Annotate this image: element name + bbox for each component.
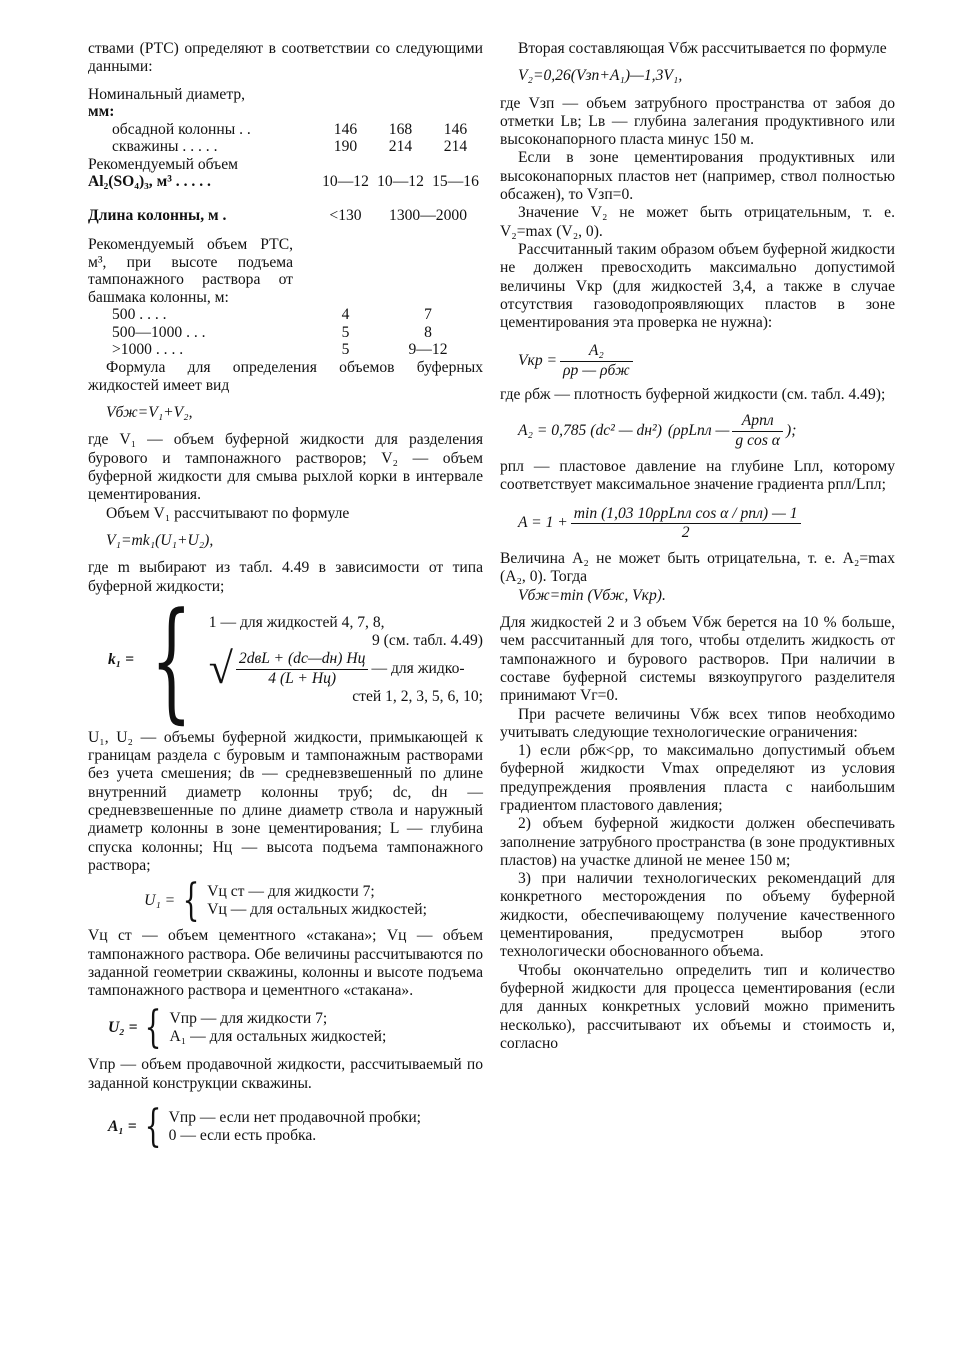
brace-icon: { [182, 875, 200, 927]
eq-k1 [88, 583, 483, 736]
k1-frac [236, 650, 369, 688]
spec-cell: <130 [329, 206, 362, 224]
eq-v2: V₂=0,26(Vзп+A₁)—1,3V₁, [518, 67, 683, 85]
eq-vkr [518, 342, 895, 380]
k1-case1b: 9 (см. табл. 4.49) [371, 631, 483, 649]
eq-u2 [108, 1002, 483, 1054]
k1-den: 4 (L + Hц) [268, 669, 337, 687]
spec-cell: 190 [333, 138, 358, 156]
spec-cell: 10—12 [322, 173, 369, 191]
a-lhs: A = 1 + [518, 514, 568, 532]
restriction-1: 1) если ρбж<ρр, то максимально допустимый объем буферной жидкости Vmax определяют из условия предупреждения проявления пласта с наибольшим градиентом пластового давления; [500, 742, 895, 814]
a1-line2: 0 — если есть пробка. [168, 1127, 317, 1145]
vcst-definition: Vц ст — объем цементного «стакана»; Vц — объем тампонажного раствора. Обе величины рассчитываются по заданной геометрии скважины, колонны и высоте подъема тампонажного раствора и цементного «стакана». [88, 927, 483, 1000]
eq-a [518, 505, 895, 543]
eq-a2 [518, 412, 895, 450]
where-m: где m выбирают из табл. 4.49 в зависимости от типа буферной жидкости; [88, 559, 483, 595]
eq-min: Vбж=min (Vбж, Vкр). [518, 586, 666, 604]
rho-definition: где ρбж — плотность буферной жидкости (см. табл. 4.49); [500, 386, 886, 404]
spec-cell: 10—12 [377, 173, 424, 191]
left-column [88, 40, 483, 1153]
eq-v1: V₁=mk₁(U₁+U₂), [106, 531, 214, 549]
final-paragraph: Чтобы окончательно определить тип и количество буферной жидкости для процесса цементирования (если для данных конкретных условий можно применить несколько), рассчитывают их объемы и стоимость и, согласно [500, 961, 895, 1052]
spec-row-h: 500 . . . . [112, 306, 167, 324]
spec-row-h: >1000 . . . . [112, 341, 184, 359]
spec-cell: 8 [424, 323, 432, 341]
spec-cell: 15—16 [432, 173, 479, 191]
spec-cell: 146 [333, 120, 358, 138]
u1-line2: Vц — для остальных жидкостей; [207, 901, 427, 919]
where-v1-v2: где V₁ — объем буферной жидкости для разделения бурового и тампонажного растворов; V₂ — объем буферной жидкости для смыва рыхлой корки в интервале цементирования. [88, 431, 483, 504]
brace-icon: { [144, 1101, 162, 1153]
a2-nonneg-paragraph: Величина A₂ не может быть отрицательна, т. е. A₂=max (A₂, 0). Тогда [500, 550, 895, 586]
a2-lhs: A₂ = 0,785 (dс² — dн²) [518, 421, 662, 439]
brace-icon: { [145, 1002, 162, 1054]
a-den: 2 [681, 523, 690, 541]
spec-cell: 5 [341, 323, 350, 341]
spec-cell: 1300—2000 [389, 206, 467, 224]
spec-length-label: Длина колонны, м . [88, 206, 227, 224]
a2-den: g cos α [735, 431, 780, 449]
liquids-2-3-paragraph: Для жидкостей 2 и 3 объем Vбж берется на 10 % больше, чем рассчитанный для того, чтобы отделить жидкость от тампонажного и бурового растворов. При наличии в составе буферной системы вязкоупругого разделителя принимают Vг=0. [500, 614, 895, 705]
spec-table [88, 86, 483, 359]
u1-lhs: U₁ = [144, 892, 176, 910]
v2-nonneg-paragraph: Значение V₂ не может быть отрицательным, т. е. V₂=max (V₂, 0). [500, 204, 895, 240]
max-volume-paragraph: Рассчитанный таким образом объем буферной жидкости не должен превосходить максимально допустимой величины Vкр (для жидкостей 3,4, а также в случае отсутствия газоводопроявляющих пластов в зоне цементирования эта проверка не нужна): [500, 240, 895, 332]
a-frac [571, 505, 801, 543]
vkr-den: ρр — ρбж [563, 361, 630, 379]
spec-cell: 168 [388, 120, 413, 138]
spec-cell: 9—12 [408, 341, 448, 359]
second-component-intro: Вторая составляющая Vбж рассчитывается по формуле [518, 40, 887, 57]
k1-lhs: k₁ = [108, 650, 135, 668]
a1-lhs: A₁ = [108, 1117, 137, 1135]
spec-cell: 5 [341, 341, 350, 359]
spec-rts-label: Рекомендуемый объем РТС, м³, при высоте подъема тампонажного раствора от башмака колонны, м: [88, 236, 293, 306]
sqrt-icon: √ [208, 643, 233, 693]
a1-line1: Vпр — если нет продавочной пробки; [168, 1108, 422, 1126]
spec-nom-diam: Номинальный диаметр, [88, 85, 246, 103]
spec-cell: 214 [388, 138, 413, 156]
k1-case2: — для жидко- [371, 659, 465, 677]
eq-vbzh: Vбж=V₁+V₂, [106, 404, 193, 422]
k1-case2b: стей 1, 2, 3, 5, 6, 10; [352, 687, 483, 705]
if-none-paragraph: Если в зоне цементирования продуктивных или высоконапорных пластов нет (например, ствол полностью обсажен), то Vзп=0. [500, 149, 895, 204]
a2-mid: (ρрLпл — [667, 421, 730, 439]
u2-line1: Vпр — для жидкости 7; [169, 1010, 328, 1028]
vkr-num: A₂ [560, 342, 633, 361]
vkr-frac [560, 342, 633, 380]
intro-paragraph: ствами (РТС) определяют в соответствии со следующими данными: [88, 40, 483, 76]
vkr-lhs: Vкр = [518, 352, 558, 370]
spec-row-h: 500—1000 . . . [112, 323, 206, 341]
v1-calc-intro: Объем V₁ рассчитывают по формуле [106, 504, 350, 522]
spec-well-label: скважины . . . . . [112, 138, 218, 156]
spec-casing-label: обсадной колонны . . [112, 120, 251, 138]
spec-cell: 214 [443, 138, 468, 156]
spec-rec-vol: Рекомендуемый объем [88, 155, 239, 173]
right-column [500, 40, 895, 1053]
restriction-2: 2) объем буферной жидкости должен обеспечивать заполнение затрубного пространства (в зоне продуктивных пластов) на участке длиной не менее 150 м; [500, 815, 895, 869]
a2-frac [732, 412, 783, 450]
spec-cell: 7 [424, 306, 432, 324]
u2-line2: A₁ — для остальных жидкостей; [169, 1028, 387, 1046]
spec-cell: 4 [341, 306, 350, 324]
u1-line1: Vц ст — для жидкости 7; [207, 882, 375, 900]
a2-num: Apпл [732, 412, 783, 431]
a2-end: ); [786, 421, 797, 439]
vpr-definition: Vпр — объем продавочной жидкости, рассчитываемый по заданной конструкции скважины. [88, 1056, 483, 1092]
brace-icon: { [150, 583, 193, 736]
spec-al-label: Al₂(SO₄)₃, м³ . . . . . [88, 173, 211, 191]
formula-intro: Формула для определения объемов буферных жидкостей имеет вид [88, 358, 483, 394]
k1-num: 2dвL + (dс—dн) Hц [236, 650, 369, 669]
eq-u1 [88, 875, 483, 927]
spec-mm: мм: [88, 103, 115, 121]
calc-all-paragraph: При расчете величины Vбж всех типов необходимо учитывать следующие технологические ограничения: [500, 705, 895, 741]
eq-a1 [108, 1101, 483, 1153]
ppl-definition: pпл — пластовое давление на глубине Lпл, которому соответствует максимальное значение градиента pпл/Lпл; [500, 457, 895, 494]
u2-lhs: U₂ = [108, 1019, 138, 1037]
spec-cell: 146 [443, 120, 468, 138]
k1-case1: 1 — для жидкостей 4, 7, 8, [208, 613, 385, 631]
a-num: min (1,03 10ρрLпл cos α / pпл) — 1 [571, 505, 801, 524]
u1-u2-definition: U₁, U₂ — объемы буферной жидкости, примыкающей к границам раздела с буровым и тампонажным растворами без учета смешения; dв — средневзвешенный по длине внутренний диаметр колонны труб; dс, dн — средневзвешенные по длине диаметр ствола и наружный диаметр колонны в зоне цементирования; L — глубина спуска колонны; Hц — высота подъема тампонажного раствора; [88, 728, 483, 874]
restriction-3: 3) при наличии технологических рекомендаций для конкретного месторождения по объему буферной жидкости, обеспечивающему получение качественного цементирования, предусмотрен выбор этого технологически обоснованного объема. [500, 870, 895, 961]
vzp-definition: где Vзп — объем затрубного пространства от забоя до отметки Lв; Lв — глубина залегания продуктивного или высоконапорного пласта минус 150 м. [500, 94, 895, 149]
